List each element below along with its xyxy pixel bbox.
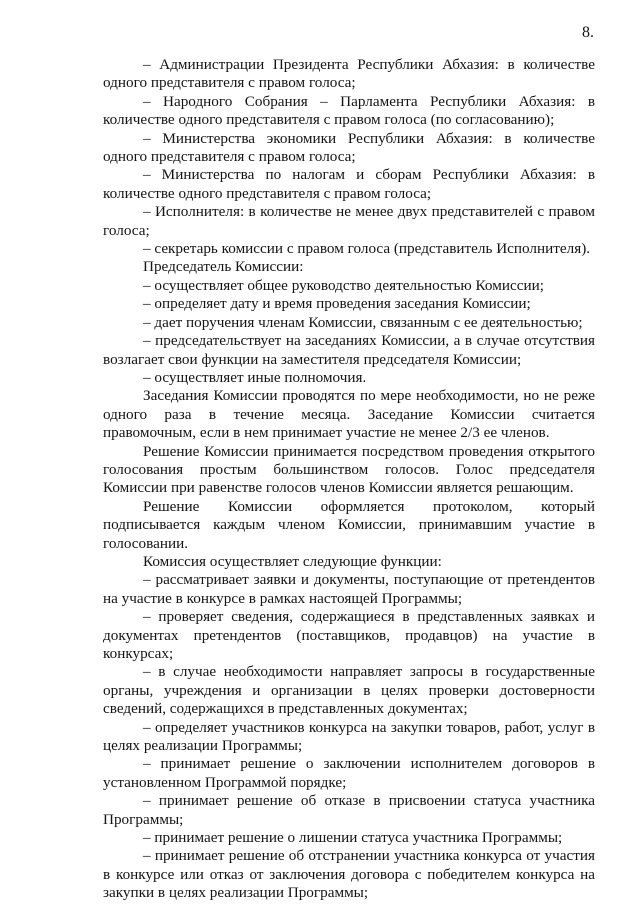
paragraph: – Министерства по налогам и сборам Республики Абхазия: в количестве одного представителя с правом голоса; [103, 166, 595, 202]
paragraph: – принимает решение о заключении исполнителем договоров в установленном Программой порядке; [103, 755, 595, 791]
paragraph: – определяет дату и время проведения заседания Комиссии; [143, 295, 531, 313]
paragraph: – осуществляет общее руководство деятельностью Комиссии; [143, 276, 544, 294]
paragraph: Заседания Комиссии проводятся по мере необходимости, но не реже одного раза в течение месяца. Заседание Комиссии считается правомочным, если в нем принимает участие не менее 2/3 ее членов. [103, 387, 595, 442]
paragraph: Комиссия осуществляет следующие функции: [143, 552, 442, 570]
paragraph: – Исполнителя: в количестве не менее двух представителей с правом голоса; [103, 203, 595, 239]
paragraph: – секретарь комиссии с правом голоса (представитель Исполнителя). [143, 240, 591, 258]
paragraph: – дает поручения членам Комиссии, связанным с ее деятельностью; [143, 313, 583, 331]
paragraph: – председательствует на заседаниях Комиссии, а в случае отсутствия возлагает свои функции на заместителя председателя Комиссии; [103, 332, 595, 368]
paragraph: – осуществляет иные полномочия. [143, 368, 367, 386]
paragraph: – определяет участников конкурса на закупки товаров, работ, услуг в целях реализации Программы; [103, 718, 595, 755]
paragraph: – принимает решение об отстранении участника конкурса от участия в конкурсе или отказ от заключения договора с победителем конкурса на закупки в целях реализации Программы; [103, 847, 595, 902]
paragraph: – проверяет сведения, содержащиеся в представленных заявках и документах претендентов (поставщиков, продавцов) на участие в конкурсах; [103, 608, 595, 662]
document-body [103, 56, 595, 903]
paragraph: Решение Комиссии оформляется протоколом, который подписывается каждым членом Комиссии, принимавшим участие в голосовании. [103, 497, 595, 552]
paragraph: – Министерства экономики Республики Абхазия: в количестве одного представителя с правом голоса; [103, 129, 595, 166]
paragraph: – Администрации Президента Республики Абхазия: в количестве одного представителя с правом голоса; [103, 56, 595, 92]
paragraph: – в случае необходимости направляет запросы в государственные органы, учреждения и организации в целях проверки достоверности сведений, содержащихся в представленных документах; [103, 663, 595, 718]
paragraph: – рассматривает заявки и документы, поступающие от претендентов на участие в конкурсе в рамках настоящей Программы; [103, 571, 595, 607]
paragraph: Решение Комиссии принимается посредством проведения открытого голосования простым большинством голосов. Голос председателя Комиссии при равенстве голосов членов Комиссии является решающим. [103, 442, 595, 497]
paragraph: – принимает решение об отказе в присвоении статуса участника Программы; [103, 792, 595, 828]
page-number: 8. [582, 24, 594, 41]
paragraph: Председатель Комиссии: [143, 258, 304, 276]
paragraph: – Народного Собрания – Парламента Республики Абхазия: в количестве одного представителя с правом голоса (по согласованию); [103, 92, 595, 129]
paragraph: – принимает решение о лишении статуса участника Программы; [143, 829, 563, 847]
